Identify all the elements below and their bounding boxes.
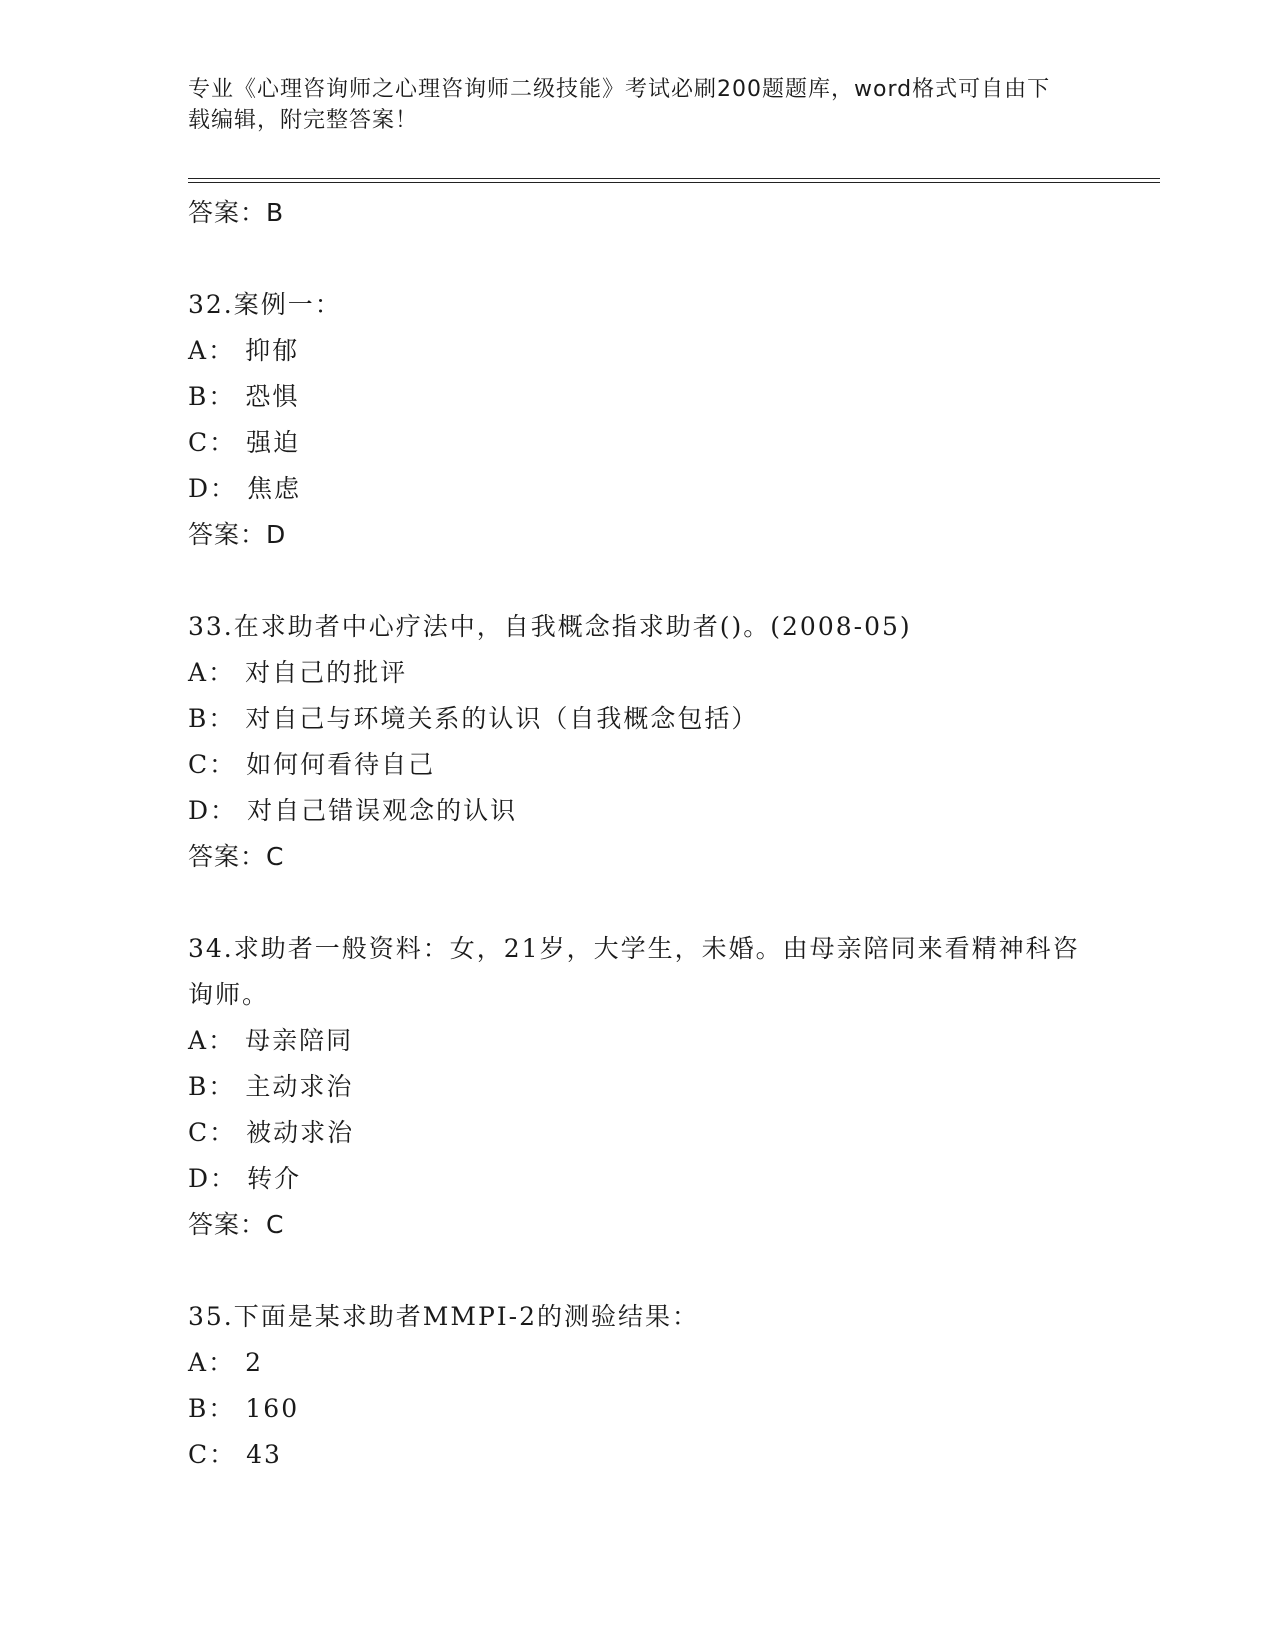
option-text: 2 [245,1348,263,1377]
option-text: 焦虑 [247,474,302,503]
document-header: 专业《心理咨询师之心理咨询师二级技能》考试必刷200题题库，word格式可自由下载编辑，附完整答案！ [188,77,1051,133]
question-text: 34.求助者一般资料：女，21岁，大学生，未婚。由母亲陪同来看精神科咨询师。 [188,934,1080,1009]
option-key: A [188,1026,209,1055]
option-a [188,650,1148,696]
question-34 [188,926,1148,1248]
option-text: 主动求治 [245,1072,354,1101]
option-key: A [188,658,209,687]
answer-line: 答案：C [188,842,285,871]
option-separator: ： [209,750,237,779]
option-key: D [188,474,211,503]
option-d [188,466,1148,512]
option-separator: ： [208,1348,236,1377]
question-32 [188,282,1148,558]
option-separator: ： [208,704,236,733]
option-separator: ： [210,796,238,825]
option-separator: ： [210,1164,238,1193]
answer-line: 答案：C [188,1210,285,1239]
option-key: B [188,382,209,411]
option-separator: ： [208,1072,236,1101]
option-c [188,1432,1148,1478]
option-d [188,788,1148,834]
option-text: 如何何看待自己 [246,750,436,779]
header-divider-top [188,178,1160,179]
option-a [188,1340,1148,1386]
option-a [188,1018,1148,1064]
question-text: 32.案例一： [188,290,342,319]
option-separator: ： [208,1026,236,1055]
option-key: A [188,1348,209,1377]
option-key: D [188,796,211,825]
option-separator: ： [210,474,238,503]
option-text: 对自己与环境关系的认识（自我概念包括） [245,704,759,733]
option-separator: ： [208,1394,236,1423]
previous-question-answer: 答案：B [188,198,285,227]
option-key: A [188,336,209,365]
option-text: 恐惧 [245,382,300,411]
answer-line: 答案：D [188,520,287,549]
option-separator: ： [209,1440,237,1469]
option-a [188,328,1148,374]
option-key: B [188,704,209,733]
option-key: C [188,1440,210,1469]
option-key: B [188,1072,209,1101]
option-key: C [188,428,210,457]
option-separator: ： [208,382,236,411]
option-text: 对自己的批评 [245,658,408,687]
option-key: C [188,1118,210,1147]
question-35 [188,1294,1148,1478]
option-text: 转介 [247,1164,302,1193]
document-body [188,190,1148,1478]
option-key: C [188,750,210,779]
option-text: 被动求治 [246,1118,355,1147]
option-b [188,1064,1148,1110]
option-d [188,1156,1148,1202]
option-c [188,1110,1148,1156]
option-text: 抑郁 [245,336,300,365]
option-separator: ： [208,658,236,687]
question-33 [188,604,1148,880]
option-text: 对自己错误观念的认识 [247,796,518,825]
option-c [188,420,1148,466]
option-key: D [188,1164,211,1193]
option-b [188,1386,1148,1432]
option-b [188,374,1148,420]
option-text: 160 [245,1394,300,1423]
option-separator: ： [209,428,237,457]
option-text: 强迫 [246,428,301,457]
header-divider-bottom [188,182,1160,183]
question-text: 35.下面是某求助者MMPI-2的测验结果： [188,1302,700,1331]
option-text: 43 [246,1440,282,1469]
option-separator: ： [208,336,236,365]
option-key: B [188,1394,209,1423]
option-b [188,696,1148,742]
question-text: 33.在求助者中心疗法中，自我概念指求助者()。(2008-05) [188,612,912,641]
option-separator: ： [209,1118,237,1147]
option-c [188,742,1148,788]
option-text: 母亲陪同 [245,1026,354,1055]
